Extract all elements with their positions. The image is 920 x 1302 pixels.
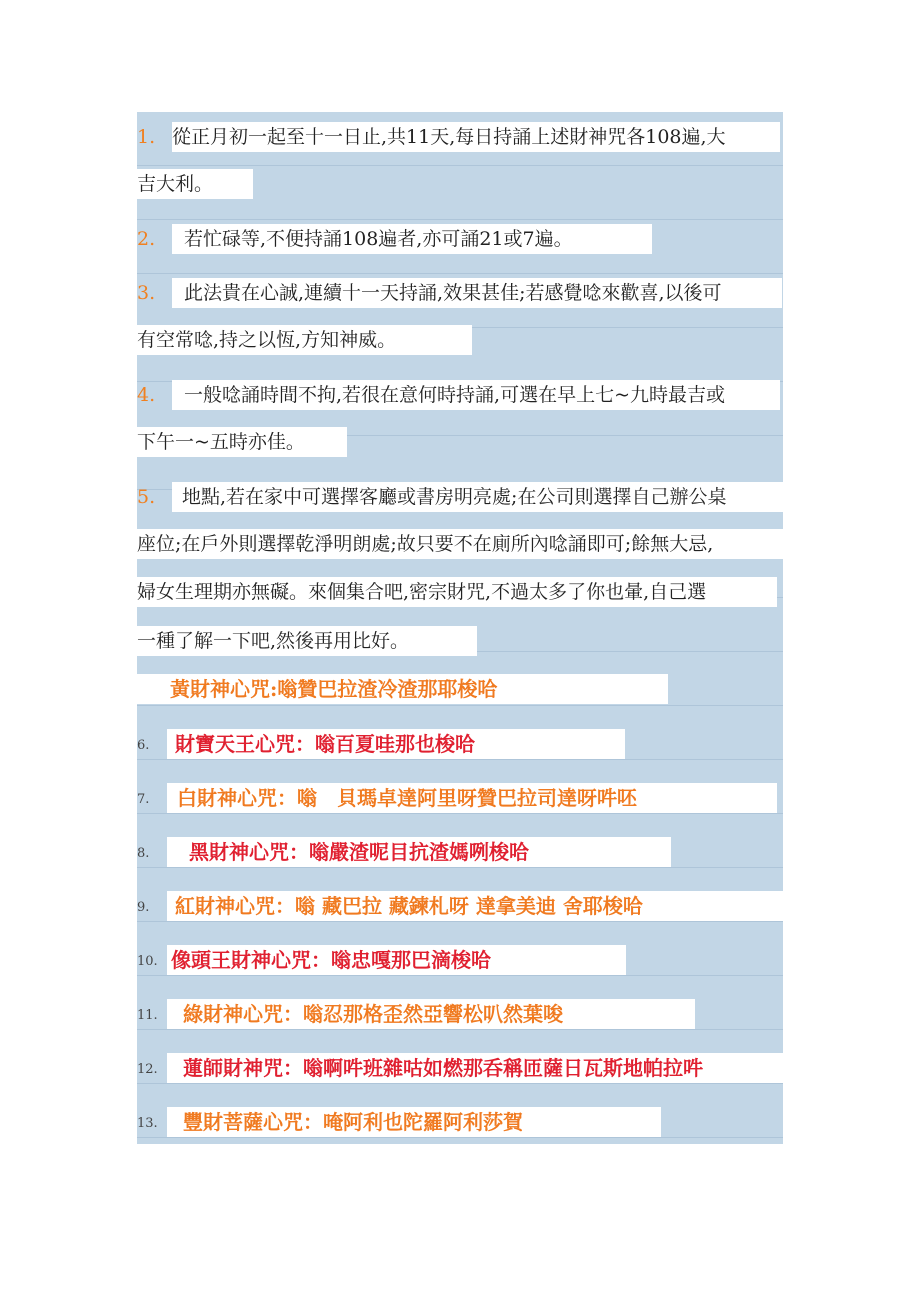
mantra-text: 紅財神心咒：嗡 藏巴拉 藏鍊札呀 達拿美迪 舍耶梭哈 [167,891,785,921]
list-item-continuation [137,577,777,607]
list-item [137,224,652,254]
item-text: 婦女生理期亦無礙。來個集合吧,密宗財咒,不過太多了你也暈,自己選 [137,577,777,607]
mantra-row [137,729,625,759]
item-text: 一種了解一下吧,然後再用比好。 [137,626,477,656]
mantra-text: 財寶天王心咒：嗡百夏哇那也梭哈 [167,729,625,759]
mantra-row [137,945,626,975]
list-item-continuation [137,427,347,457]
item-number: 1. [137,126,156,148]
list-item [137,380,780,410]
mantra-text: 豐財菩薩心咒：唵阿利也陀羅阿利莎賀 [167,1107,661,1137]
mantra-number: 6. [137,738,150,753]
item-number: 5. [137,486,156,508]
item-text: 有空常唸,持之以恆,方知神威。 [137,325,472,355]
mantra-number: 12. [137,1062,158,1077]
mantra-row [137,999,695,1029]
item-text: 地點,若在家中可選擇客廳或書房明亮處;在公司則選擇自己辦公桌 [172,482,786,512]
mantra-text: 黃財神心咒:嗡贊巴拉渣冷渣那耶梭哈 [137,674,668,704]
mantra-row [137,1053,788,1083]
mantra-row [137,1107,661,1137]
mantra-row [137,674,668,704]
item-number: 4. [137,384,156,406]
mantra-number: 13. [137,1116,158,1131]
item-number: 3. [137,282,156,304]
mantra-number: 9. [137,900,150,915]
item-text: 吉大利。 [137,169,253,199]
list-item-continuation [137,626,477,656]
item-text: 此法貴在心誠,連續十一天持誦,效果甚佳;若感覺唸來歡喜,以後可 [172,278,782,308]
mantra-text: 綠財神心咒：嗡忍那格歪然亞響松叭然葉唆 [167,999,695,1029]
mantra-text: 白財神心咒：嗡 貝瑪卓達阿里呀贊巴拉司達呀吽呸 [167,783,777,813]
mantra-number: 10. [137,954,158,969]
mantra-row [137,783,777,813]
mantra-number: 8. [137,846,150,861]
mantra-text: 蓮師財神咒：嗡啊吽班雜咕如燃那呑稱匝薩日瓦斯地帕拉吽 [167,1053,788,1083]
list-item [137,482,786,512]
mantra-text: 像頭王財神心咒：嗡忠嘎那巴滴梭哈 [167,945,626,975]
item-text: 下午一~五時亦佳。 [137,427,347,457]
mantra-number: 11. [137,1008,158,1023]
mantra-number: 7. [137,792,150,807]
list-item [137,278,782,308]
mantra-row [137,891,785,921]
list-item [137,122,780,152]
list-item-continuation [137,529,787,559]
item-number: 2. [137,228,156,250]
item-text: 若忙碌等,不便持誦108遍者,亦可誦21或7遍。 [172,224,652,254]
item-text: 從正月初一起至十一日止,共11天,每日持誦上述財神咒各108遍,大 [172,122,780,152]
item-text: 座位;在戶外則選擇乾淨明朗處;故只要不在廁所內唸誦即可;餘無大忌, [137,529,787,559]
list-item-continuation [137,325,472,355]
item-text: 一般唸誦時間不拘,若很在意何時持誦,可選在早上七~九時最吉或 [172,380,780,410]
mantra-text: 黑財神心咒：嗡嚴渣呢目抗渣媽咧梭哈 [167,837,671,867]
list-item-continuation [137,169,253,199]
mantra-row [137,837,671,867]
